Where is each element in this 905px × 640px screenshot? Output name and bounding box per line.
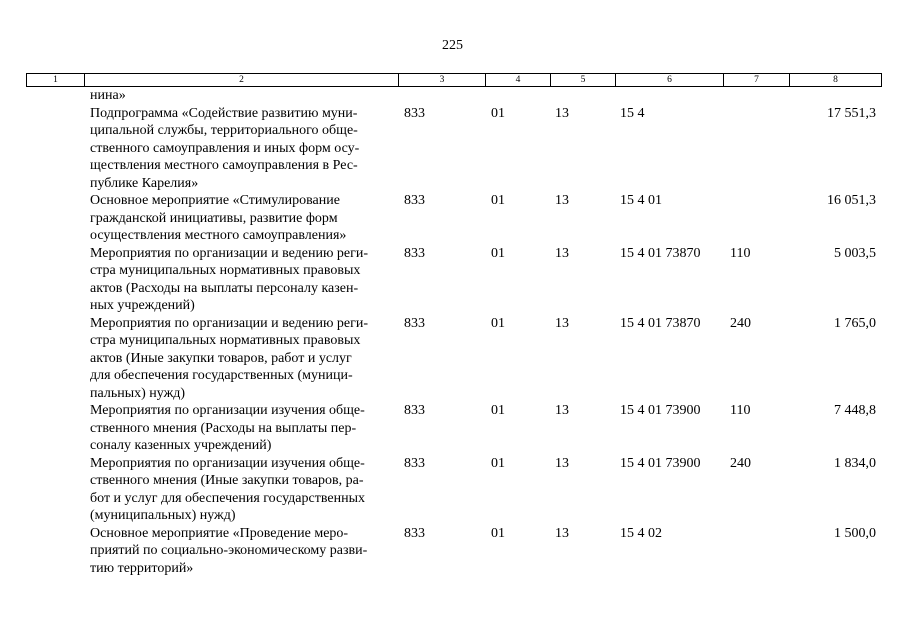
row-name: Подпрограмма «Содействие развитию муни- ципальной службы, территориального обще- ственного самоуправления и иных форм осу- ществления местного самоуправления в Рес- публике Карелия» bbox=[90, 105, 360, 191]
header-col-6: 6 bbox=[616, 74, 724, 87]
row-section: 01 bbox=[491, 105, 505, 121]
row-target-article bbox=[615, 87, 723, 105]
row-amount: 1 765,0 bbox=[834, 315, 876, 331]
row-name: Мероприятия по организации изучения обще- ственного мнения (Иные закупки товаров, ра- бот и услуг для обеспечения государственных (муниципальных) нужд) bbox=[90, 455, 365, 523]
row-name: Мероприятия по организации и ведению реги- стра муниципальных нормативных правовых актов (Расходы на выплаты персоналу казен- ных учреждений) bbox=[90, 245, 369, 313]
row-section bbox=[485, 87, 550, 105]
row-section: 01 bbox=[491, 315, 505, 331]
row-admin-code: 833 bbox=[404, 245, 425, 261]
row-expense-type bbox=[723, 87, 789, 105]
row-name: Мероприятия по организации изучения обще- ственного мнения (Расходы на выплаты пер- соналу казенных учреждений) bbox=[90, 403, 365, 453]
page-number: 225 bbox=[442, 38, 463, 53]
row-name: нина» bbox=[90, 88, 126, 103]
header-col-1: 1 bbox=[27, 74, 85, 87]
row-subsection: 13 bbox=[555, 403, 569, 418]
row-amount: 1 834,0 bbox=[834, 455, 876, 471]
row-target-article: 15 4 bbox=[620, 105, 645, 121]
row-target-article: 15 4 01 73870 bbox=[620, 245, 701, 261]
row-expense-type: 240 bbox=[730, 455, 751, 471]
table-row bbox=[26, 105, 881, 193]
header-row bbox=[27, 74, 882, 87]
row-section: 01 bbox=[491, 403, 505, 418]
table-row bbox=[26, 192, 881, 245]
row-admin-code: 833 bbox=[404, 525, 425, 541]
row-admin-code: 833 bbox=[404, 455, 425, 471]
row-amount: 16 051,3 bbox=[827, 193, 876, 208]
row-expense-type: 110 bbox=[730, 245, 751, 261]
row-expense-type bbox=[723, 105, 789, 193]
table-row bbox=[26, 315, 881, 403]
row-expense-type bbox=[723, 525, 789, 578]
table-row bbox=[26, 402, 881, 455]
row-target-article: 15 4 02 bbox=[620, 525, 662, 541]
header-col-2: 2 bbox=[85, 74, 399, 87]
header-col-4: 4 bbox=[486, 74, 551, 87]
budget-table bbox=[26, 87, 881, 577]
row-admin-code: 833 bbox=[404, 105, 425, 121]
row-subsection: 13 bbox=[555, 525, 569, 541]
row-expense-type bbox=[723, 192, 789, 245]
column-number-header bbox=[26, 73, 882, 87]
row-amount: 1 500,0 bbox=[834, 525, 876, 541]
row-section: 01 bbox=[491, 525, 505, 541]
row-amount: 17 551,3 bbox=[827, 105, 876, 121]
row-target-article: 15 4 01 bbox=[620, 193, 662, 208]
row-amount: 5 003,5 bbox=[834, 245, 876, 261]
table-row bbox=[26, 87, 881, 105]
header-col-5: 5 bbox=[551, 74, 616, 87]
row-admin-code: 833 bbox=[404, 315, 425, 331]
row-amount bbox=[789, 87, 881, 105]
header-col-3: 3 bbox=[399, 74, 486, 87]
header-col-8: 8 bbox=[790, 74, 882, 87]
row-subsection: 13 bbox=[555, 315, 569, 331]
row-subsection: 13 bbox=[555, 193, 569, 208]
row-target-article: 15 4 01 73900 bbox=[620, 403, 701, 418]
row-target-article: 15 4 01 73900 bbox=[620, 455, 701, 471]
row-subsection: 13 bbox=[555, 455, 569, 471]
table-row bbox=[26, 525, 881, 578]
row-subsection: 13 bbox=[555, 105, 569, 121]
row-expense-type: 110 bbox=[730, 403, 751, 418]
row-name: Мероприятия по организации и ведению реги- стра муниципальных нормативных правовых актов (Иные закупки товаров, работ и услуг для обеспечения государственных (муници- пальных) нужд) bbox=[90, 315, 369, 401]
row-amount: 7 448,8 bbox=[834, 403, 876, 418]
header-col-7: 7 bbox=[724, 74, 790, 87]
row-admin-code bbox=[398, 87, 485, 105]
row-admin-code: 833 bbox=[404, 193, 425, 208]
row-admin-code: 833 bbox=[404, 403, 425, 418]
row-name: Основное мероприятие «Проведение меро- приятий по социально-экономическому разви- тию территорий» bbox=[90, 525, 368, 576]
row-section: 01 bbox=[491, 455, 505, 471]
row-name: Основное мероприятие «Стимулирование гражданской инициативы, развитие форм осуществления местного самоуправления» bbox=[90, 193, 347, 243]
row-expense-type: 240 bbox=[730, 315, 751, 331]
row-subsection bbox=[550, 87, 615, 105]
table-row bbox=[26, 455, 881, 525]
row-target-article: 15 4 01 73870 bbox=[620, 315, 701, 331]
row-section: 01 bbox=[491, 193, 505, 208]
row-subsection: 13 bbox=[555, 245, 569, 261]
table-row bbox=[26, 245, 881, 315]
row-section: 01 bbox=[491, 245, 505, 261]
